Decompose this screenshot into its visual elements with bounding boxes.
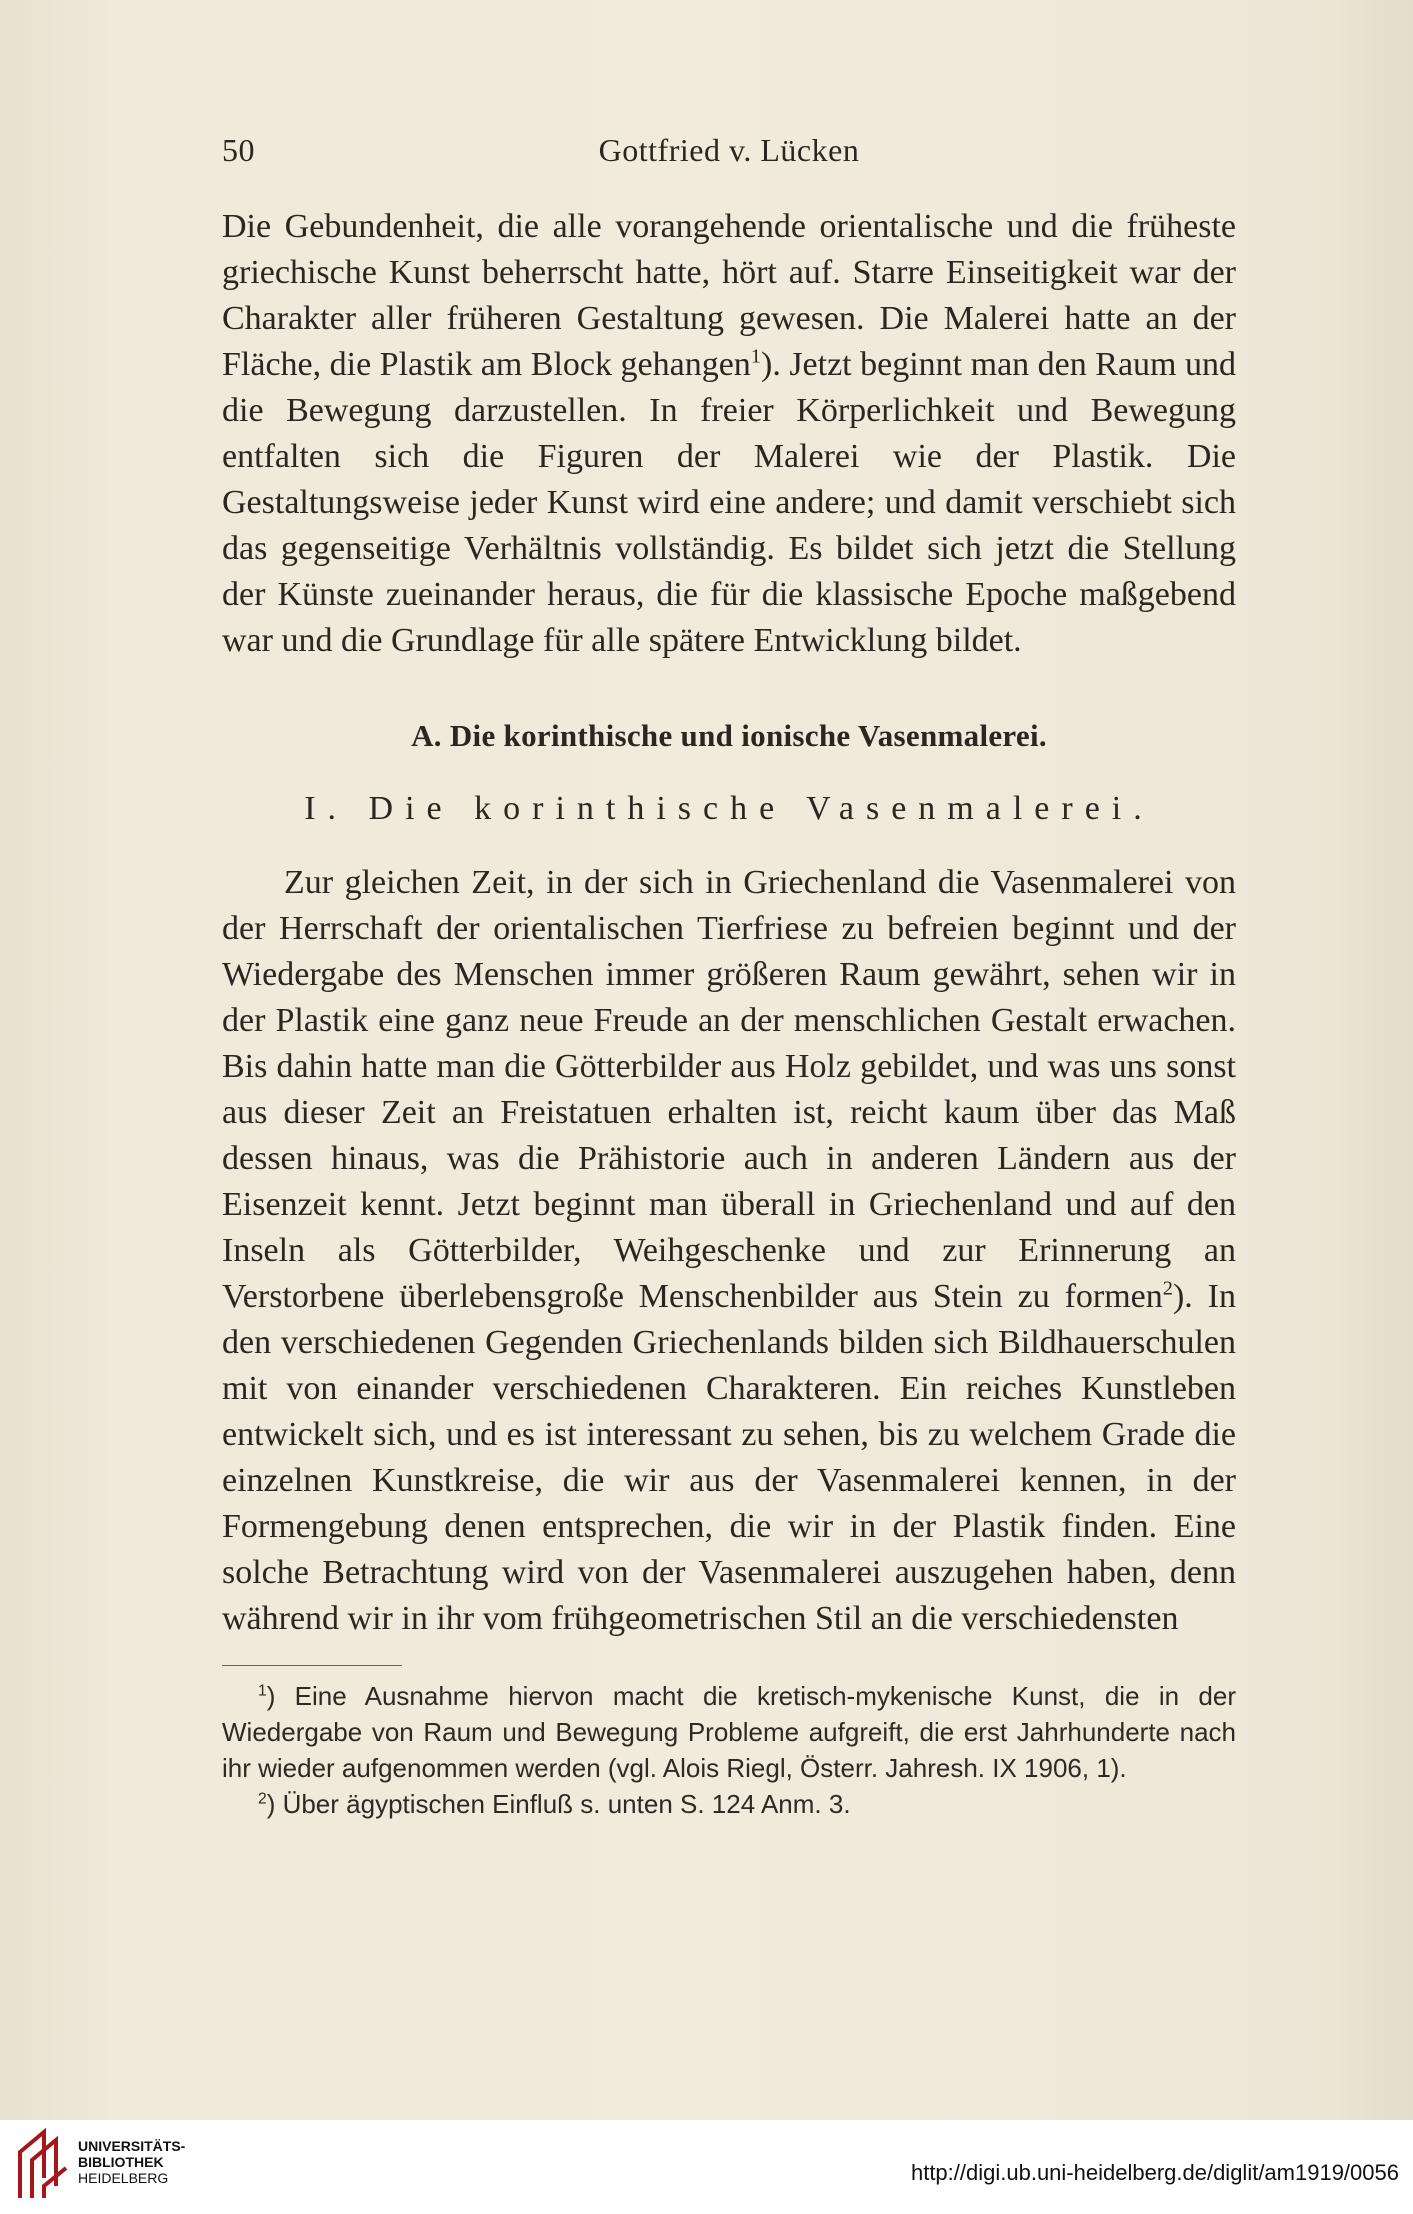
footnote-1-marker: 1 <box>258 1682 267 1700</box>
footnote-2-text: ) Über ägyptischen Einfluß s. unten S. 124 Anm. 3. <box>266 1789 851 1819</box>
footnote-divider <box>222 1665 402 1666</box>
footnote-2 <box>222 1786 1236 1822</box>
footnote-1 <box>222 1678 1236 1786</box>
paragraph-2-text <box>222 860 1236 1642</box>
paragraph-2-part-a: Zur gleichen Zeit, in der sich in Griechenland die Vasenmalerei von der Herrschaft der orientalischen Tierfriese zu befreien beginnt und der Wiedergabe des Menschen immer größeren Raum gewährt, sehen wir in der Plastik eine ganz neue Freude an der menschlichen Gestalt erwachen. Bis dahin hatte man die Götterbilder aus Holz gebildet, und was uns sonst aus dieser Zeit an Freistatuen erhalten ist, reicht kaum über das Maß dessen hinaus, was die Prähistorie auch in anderen Ländern aus der Eisenzeit kennt. Jetzt beginnt man überall in Griechenland und auf den Inseln als Götterbilder, Weihgeschenke und zur Erinnerung an Verstorbene überlebensgroße Menschenbilder aus Stein zu formen <box>222 864 1236 1315</box>
paragraph-1-text <box>222 204 1236 664</box>
footnote-1-text: ) Eine Ausnahme hiervon macht die kretisch-mykenische Kunst, die in der Wiedergabe von Raum und Bewegung Probleme aufgreift, die erst Jahrhunderte nach ihr wieder aufgenommen werden (vgl. Alois Riegl, Österr. Jahresh. IX 1906, 1). <box>222 1681 1236 1783</box>
paragraph-2-part-b: ). In den verschiedenen Gegenden Griechenlands bilden sich Bildhauerschulen mit von einander verschiedenen Charakteren. Ein reiches Kunstleben entwickelt sich, und es ist interessant zu sehen, bis zu welchem Grade die einzelnen Kunstkreise, die wir aus der Vasenmalerei kennen, in der Formengebung denen entsprechen, die wir in der Plastik finden. Eine solche Betrachtung wird von der Vasenmalerei auszugehen haben, denn während wir in ihr vom frühgeometrischen Stil an die verschiedensten <box>222 1278 1236 1637</box>
page-number: 50 <box>222 132 255 168</box>
source-url[interactable]: http://digi.ub.uni-heidelberg.de/diglit/am1919/0056 <box>910 2160 1399 2185</box>
paragraph-1 <box>222 204 1236 664</box>
library-name <box>78 2138 185 2186</box>
library-name-line-1: UNIVERSITÄTS- <box>78 2138 186 2154</box>
footnote-ref-2: 2 <box>1162 1277 1173 1300</box>
paragraph-2 <box>222 860 1236 1642</box>
subsection-heading: I. Die korinthische Vasenmalerei. <box>304 790 1154 827</box>
paragraph-1-part-a: Die Gebundenheit, die alle vorangehende orientalische und die früheste griechische Kunst beherrscht hatte, hört auf. Starre Einseitigkeit war der Charakter aller früheren Gestaltung gewesen. Die Malerei hatte an der Fläche, die Plastik am Block gehangen <box>222 208 1236 383</box>
running-title: Gottfried v. Lücken <box>598 132 860 168</box>
footnote-2-marker: 2 <box>258 1790 267 1808</box>
library-logo-icon <box>14 2128 70 2200</box>
library-name-line-3: HEIDELBERG <box>78 2170 169 2186</box>
section-heading: A. Die korinthische und ionische Vasenmalerei. <box>411 718 1047 753</box>
footnote-ref-1: 1 <box>750 345 761 368</box>
library-name-line-2: BIBLIOTHEK <box>78 2154 164 2170</box>
paragraph-1-part-b: ). Jetzt beginnt man den Raum und die Bewegung darzustellen. In freier Körperlichkeit und Bewegung entfalten sich die Figuren der Malerei wie der Plastik. Die Gestaltungsweise jeder Kunst wird eine andere; und damit verschiebt sich das gegenseitige Verhältnis vollständig. Es bildet sich jetzt die Stellung der Künste zueinander heraus, die für die klassische Epoche maßgebend war und die Grundlage für alle spätere Entwicklung bildet. <box>222 346 1236 659</box>
footnotes <box>222 1678 1236 1822</box>
